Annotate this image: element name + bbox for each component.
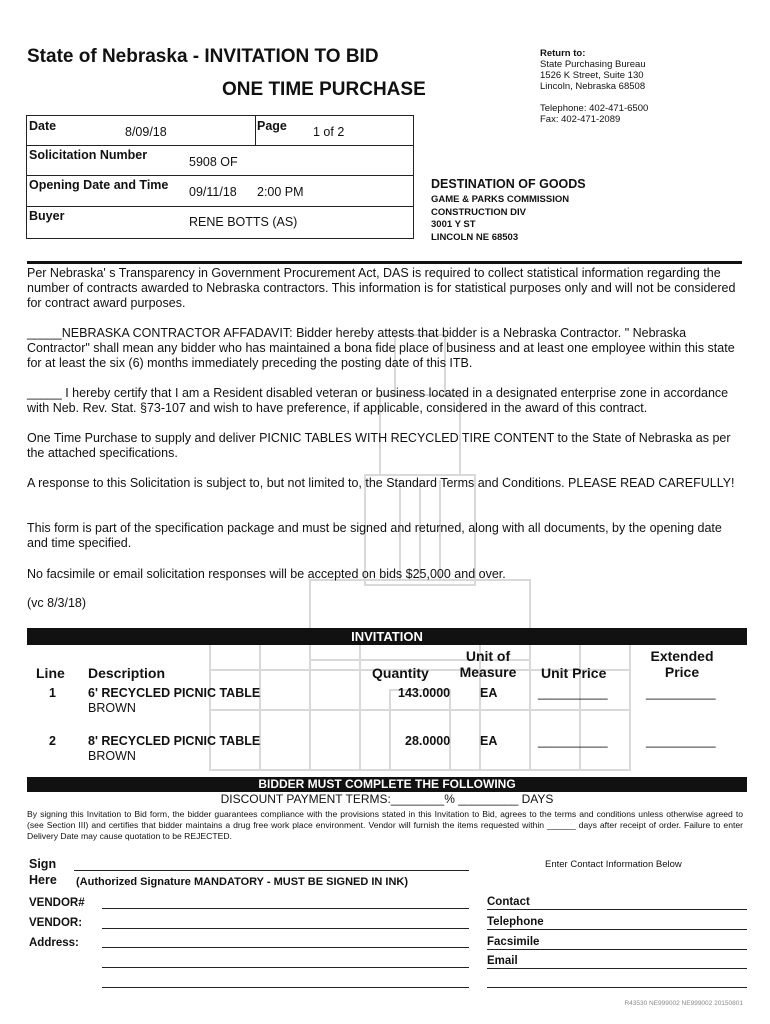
extended-price-field[interactable]: __________ (646, 734, 716, 748)
opening-date-value: 09/11/18 (189, 185, 237, 199)
item-uom: EA (480, 734, 498, 748)
item-uom: EA (480, 686, 498, 700)
address-line-3[interactable] (102, 987, 469, 988)
destination-block (431, 177, 586, 244)
vendor-number-label: VENDOR# (29, 897, 85, 909)
form-code: R43530 NE999002 NE999002 20150801 (624, 1000, 743, 1007)
item-description-color: BROWN (88, 749, 136, 763)
col-extended-line-1: Extended (650, 648, 714, 664)
signature-line[interactable] (74, 869, 469, 871)
destination-line-1: GAME & PARKS COMMISSION (431, 194, 570, 205)
contractor-affidavit-paragraph: _____NEBRASKA CONTRACTOR AFFADAVIT: Bidder hereby attests that bidder is a Nebraska Contractor. " Nebraska Contractor" shall mean any bidder who has maintained a bona fide place of business and at least one employee within this state for at least the six (6) months immediately preceding the posting date of this ITB. (27, 326, 735, 370)
sign-label: Sign (29, 857, 57, 871)
buyer-value: RENE BOTTS (AS) (189, 215, 298, 229)
page-label: Page (257, 119, 287, 133)
authorized-signature-note: (Authorized Signature MANDATORY - MUST BE SIGNED IN INK) (76, 876, 409, 888)
email-label: Email (487, 955, 518, 967)
return-to-label: Return to: (540, 48, 586, 59)
col-description-header: Description (88, 665, 166, 681)
solicitation-info-box (26, 115, 414, 239)
col-extended-line-2: Price (664, 664, 700, 680)
opening-time-value: 2:00 PM (257, 185, 304, 199)
bidder-fine-print: By signing this Invitation to Bid form, the bidder guarantees compliance with the provisions stated in this Invitation to Bid, agrees to the terms and conditions unless otherwise agreed to (see Section III) and certifies that bidder maintains a drug free work place environment. Vendor will furnish the items requested within ______ days after receipt of order. Failure to enter Delivery Date may cause quotation to be REJECTED. (27, 809, 743, 841)
item-line-number: 2 (49, 734, 56, 748)
return-to-org: State Purchasing Bureau (540, 59, 646, 70)
item-description: 6' RECYCLED PICNIC TABLE (88, 686, 261, 700)
buyer-label: Buyer (29, 209, 65, 223)
facsimile-line[interactable] (487, 949, 747, 950)
invitation-bar: INVITATION (27, 628, 747, 645)
page-value: 1 of 2 (313, 125, 345, 139)
header-divider (27, 261, 742, 264)
address-line-1[interactable] (102, 947, 469, 948)
bidder-bar: BIDDER MUST COMPLETE THE FOLLOWING (27, 777, 747, 792)
vendor-number-line[interactable] (102, 908, 469, 909)
item-description-color: BROWN (88, 701, 136, 715)
title-line-2: ONE TIME PURCHASE (222, 79, 426, 100)
return-to-fax: Fax: 402-471-2089 (540, 114, 621, 125)
col-quantity-header: Quantity (372, 665, 429, 681)
contact-info-note: Enter Contact Information Below (545, 859, 682, 870)
return-to-street: 1526 K Street, Suite 130 (540, 70, 644, 81)
transparency-paragraph: Per Nebraska' s Transparency in Government Procurement Act, DAS is required to collect statistical information regarding the number of contracts awarded to Nebraska contractors. This information is for statistical purposes only and will not be considered for contract award purposes. (27, 266, 736, 310)
date-label: Date (29, 119, 57, 133)
table-row (0, 734, 770, 770)
opening-date-label: Opening Date and Time (29, 178, 169, 192)
unit-price-field[interactable]: __________ (538, 734, 608, 748)
unit-price-field[interactable]: __________ (538, 686, 608, 700)
col-extended-price-header (646, 648, 718, 680)
solicitation-number-value: 5908 OF (189, 155, 238, 169)
email-line[interactable] (487, 968, 747, 969)
version-note: (vc 8/3/18) (27, 596, 87, 610)
destination-label: DESTINATION OF GOODS (431, 177, 586, 191)
extra-line[interactable] (487, 987, 747, 988)
item-quantity: 143.0000 (398, 686, 451, 700)
destination-line-3: 3001 Y ST (431, 219, 476, 230)
col-uom-header (456, 648, 520, 680)
item-line-number: 1 (49, 686, 56, 700)
col-uom-line-2: Measure (459, 664, 517, 680)
return-to-block (540, 48, 648, 125)
return-to-city: Lincoln, Nebraska 68508 (540, 81, 646, 92)
return-to-telephone: Telephone: 402-471-6500 (540, 103, 649, 114)
address-line-2[interactable] (102, 967, 469, 968)
form-return-paragraph: This form is part of the specification package and must be signed and returned, along with all documents, by the opening date and time specified. (27, 521, 722, 550)
facsimile-label: Facsimile (487, 936, 540, 948)
purchase-description-paragraph: One Time Purchase to supply and deliver PICNIC TABLES WITH RECYCLED TIRE CONTENT to the State of Nebraska as per the attached specifications. (27, 431, 731, 460)
destination-line-2: CONSTRUCTION DIV (431, 206, 526, 218)
here-label: Here (29, 873, 57, 887)
facsimile-paragraph: No facsimile or email solicitation responses will be accepted on bids $25,000 and over. (27, 567, 506, 581)
contact-label: Contact (487, 896, 530, 908)
title-line-1: State of Nebraska - INVITATION TO BID (27, 46, 379, 67)
terms-paragraph: A response to this Solicitation is subject to, but not limited to, the Standard Terms and Conditions. PLEASE READ CAREFULLY! (27, 476, 735, 490)
vendor-label: VENDOR: (29, 917, 83, 929)
col-uom-line-1: Unit of (465, 648, 511, 664)
address-label: Address: (29, 937, 79, 949)
solicitation-number-label: Solicitation Number (29, 148, 148, 162)
discount-terms[interactable]: DISCOUNT PAYMENT TERMS:________% _________ DAYS (220, 792, 554, 806)
telephone-line[interactable] (487, 929, 747, 930)
veteran-certification-paragraph: _____ I hereby certify that I am a Resident disabled veteran or business located in a designated enterprise zone in accordance with Neb. Rev. Stat. §73-107 and wish to have preference, if applicable, considered in the award of this contract. (27, 386, 729, 415)
item-quantity: 28.0000 (405, 734, 451, 748)
extended-price-field[interactable]: __________ (646, 686, 716, 700)
date-value: 8/09/18 (125, 125, 167, 139)
destination-line-4: LINCOLN NE 68503 (431, 231, 519, 243)
col-unit-price-header: Unit Price (541, 665, 607, 681)
vendor-line[interactable] (102, 928, 469, 929)
item-description: 8' RECYCLED PICNIC TABLE (88, 734, 261, 748)
table-row (0, 686, 770, 722)
contact-line[interactable] (487, 909, 747, 910)
sign-here-label (29, 856, 57, 888)
telephone-label: Telephone (487, 916, 544, 928)
col-line-header: Line (36, 665, 65, 681)
